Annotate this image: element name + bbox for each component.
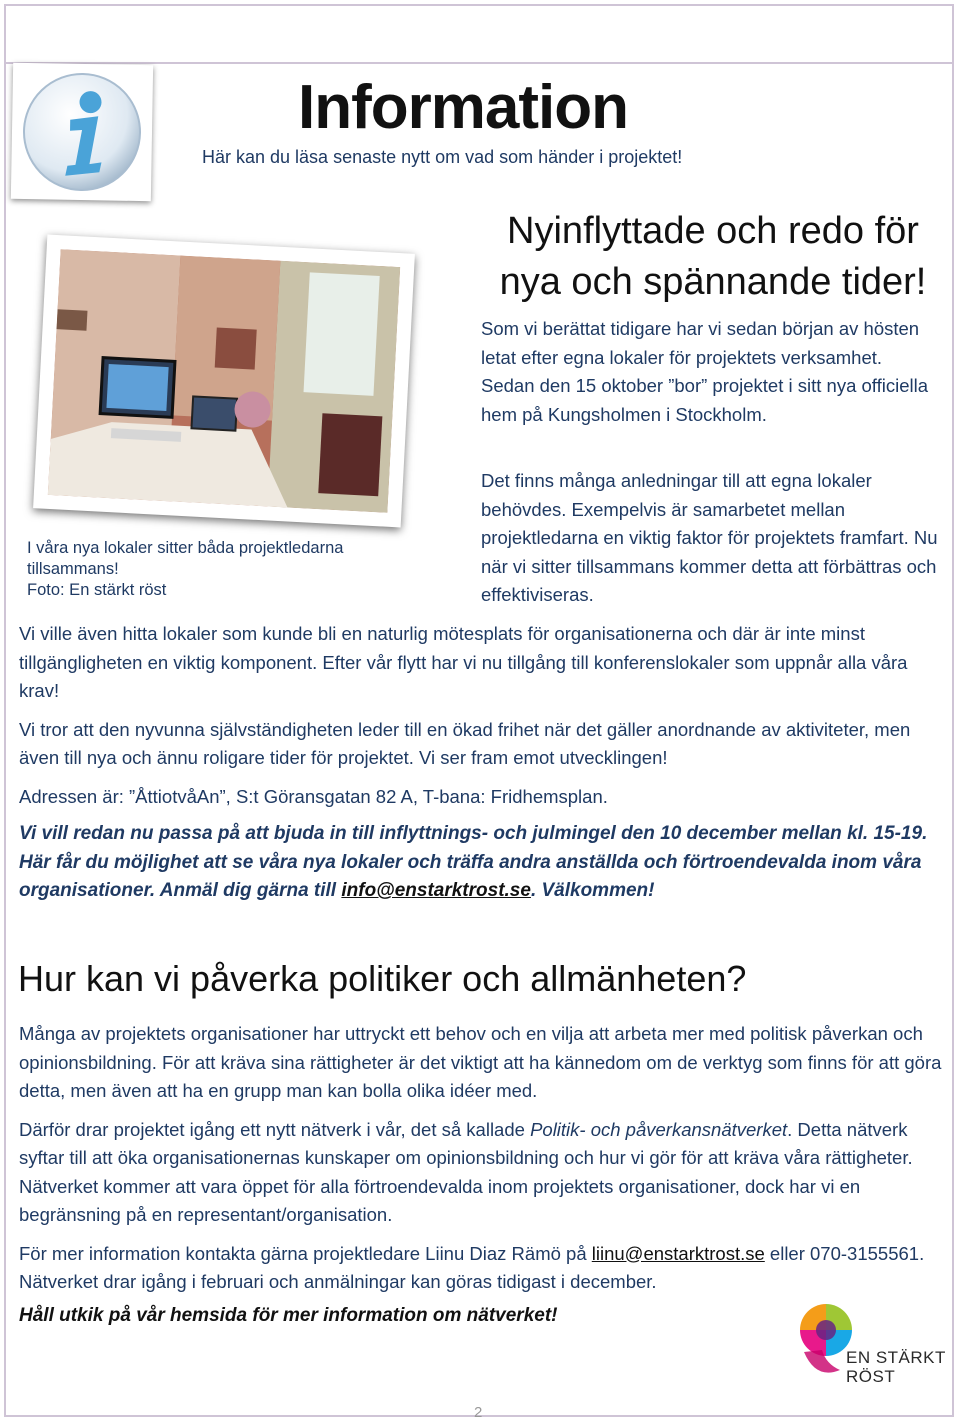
paragraph-reasons: Det finns många anledningar till att egna lokaler behövdes. Exempelvis är samarbetet mellan projektledarna en viktig faktor för projektets framfart. Nu när vi sitter tillsammans kommer detta att förbättras och effektiviseras. xyxy=(481,470,938,605)
logo-text xyxy=(846,1348,946,1386)
article-intro xyxy=(481,315,951,429)
article-heading-politics: Hur kan vi påverka politiker och allmänheten? xyxy=(18,958,747,999)
logo-line-1: EN STÄRKT xyxy=(846,1348,946,1367)
invitation-end: . Välkommen! xyxy=(530,880,655,901)
en-starkt-rost-logo xyxy=(796,1300,946,1390)
photo-credit: Foto: En stärkt röst xyxy=(27,581,167,599)
invitation xyxy=(19,820,944,906)
header-strip xyxy=(6,6,952,64)
network-name: Politik- och påverkansnätverket xyxy=(530,1118,788,1140)
information-icon xyxy=(11,63,153,201)
paragraph-moved: Sedan den 15 oktober ”bor” projektet i sitt nya officiella hem på Kungsholmen i Stockholm. xyxy=(481,375,928,425)
network-text-start: Därför drar projektet igång ett nytt nätverk i vår, det så kallade xyxy=(19,1118,531,1140)
article-heading-move: Nyinflyttade och redo för nya och spännande tider! xyxy=(499,210,927,303)
paragraph-meeting-place: Vi ville även hitta lokaler som kunde bli en naturlig mötesplats för organisationerna och där är inte minst tillgängligheten en viktig komponent. Efter vår flytt har vi nu tillgång till konferenslokaler som uppnår alla våra krav! xyxy=(19,623,908,701)
paragraph-search: Som vi berättat tidigare har vi sedan början av hösten letat efter egna lokaler för projektets verksamhet. xyxy=(481,318,920,368)
caption-text: I våra nya lokaler sitter båda projektledarna tillsammans! xyxy=(27,539,344,578)
invitation-text: Vi vill redan nu passa på att bjuda in till inflyttnings- och julmingel den 10 december mellan kl. 15-19. Här får du möjlighet att se våra nya lokaler och träffa andra anställda och förtroendevalda inom våra organisationer. Anmäl dig gärna till xyxy=(19,823,928,901)
page-title: Information xyxy=(298,73,628,142)
email-link-liinu[interactable]: liinu@enstarktrost.se xyxy=(591,1242,765,1264)
email-link-info[interactable]: info@enstarktrost.se xyxy=(341,880,531,901)
paragraph-contact xyxy=(19,1240,944,1297)
article-reasons xyxy=(481,467,951,610)
photo-caption xyxy=(27,538,407,601)
logo-line-2: RÖST xyxy=(846,1367,896,1386)
page-number: 2 xyxy=(474,1404,483,1421)
closing-note: Håll utkik på vår hemsida för mer information om nätverket! xyxy=(19,1305,558,1326)
network-text-end: . Detta nätverk syftar till att öka organisationernas kunskaper om opinionsbildning och hur vi gör för att kräva våra rättigheter. Nätverket kommer att vara öppet för alla förtroendevalda inom projektets organisationer, dock har vi en begränsning på en representant/organisation. xyxy=(19,1118,913,1225)
office-photo xyxy=(33,235,415,528)
contact-text-start: För mer information kontakta gärna projektledare Liinu Diaz Rämö på xyxy=(19,1242,592,1264)
contact-text-end: eller 070-3155561. Nätverket drar igång i februari och anmälningar kan göras tidigast i december. xyxy=(19,1242,925,1292)
page-subtitle: Här kan du läsa senaste nytt om vad som händer i projektet! xyxy=(202,147,683,167)
paragraph-address: Adressen är: ”ÅttiotvåAn”, S:t Göransgatan 82 A, T-bana: Fridhemsplan. xyxy=(19,785,608,807)
paragraph-network xyxy=(19,1116,944,1230)
paragraph-independence: Vi tror att den nyvunna självständigheten leder till en ökad frihet när det gäller anordnande av aktiviteter, men även till nya och ännu roligare tider för projektet. Vi ser fram emot utvecklingen! xyxy=(19,718,911,768)
paragraph-need: Många av projektets organisationer har uttryckt ett behov och en vilja att arbeta mer med politisk påverkan och opinionsbildning. För att kräva sina rättigheter är det viktigt att ha kännedom om de verktyg som finns för att göra detta, men även att ha en grupp man kan bolla olika idéer med. xyxy=(19,1023,942,1101)
article-body xyxy=(19,620,944,811)
article-politics-body xyxy=(19,1020,944,1297)
